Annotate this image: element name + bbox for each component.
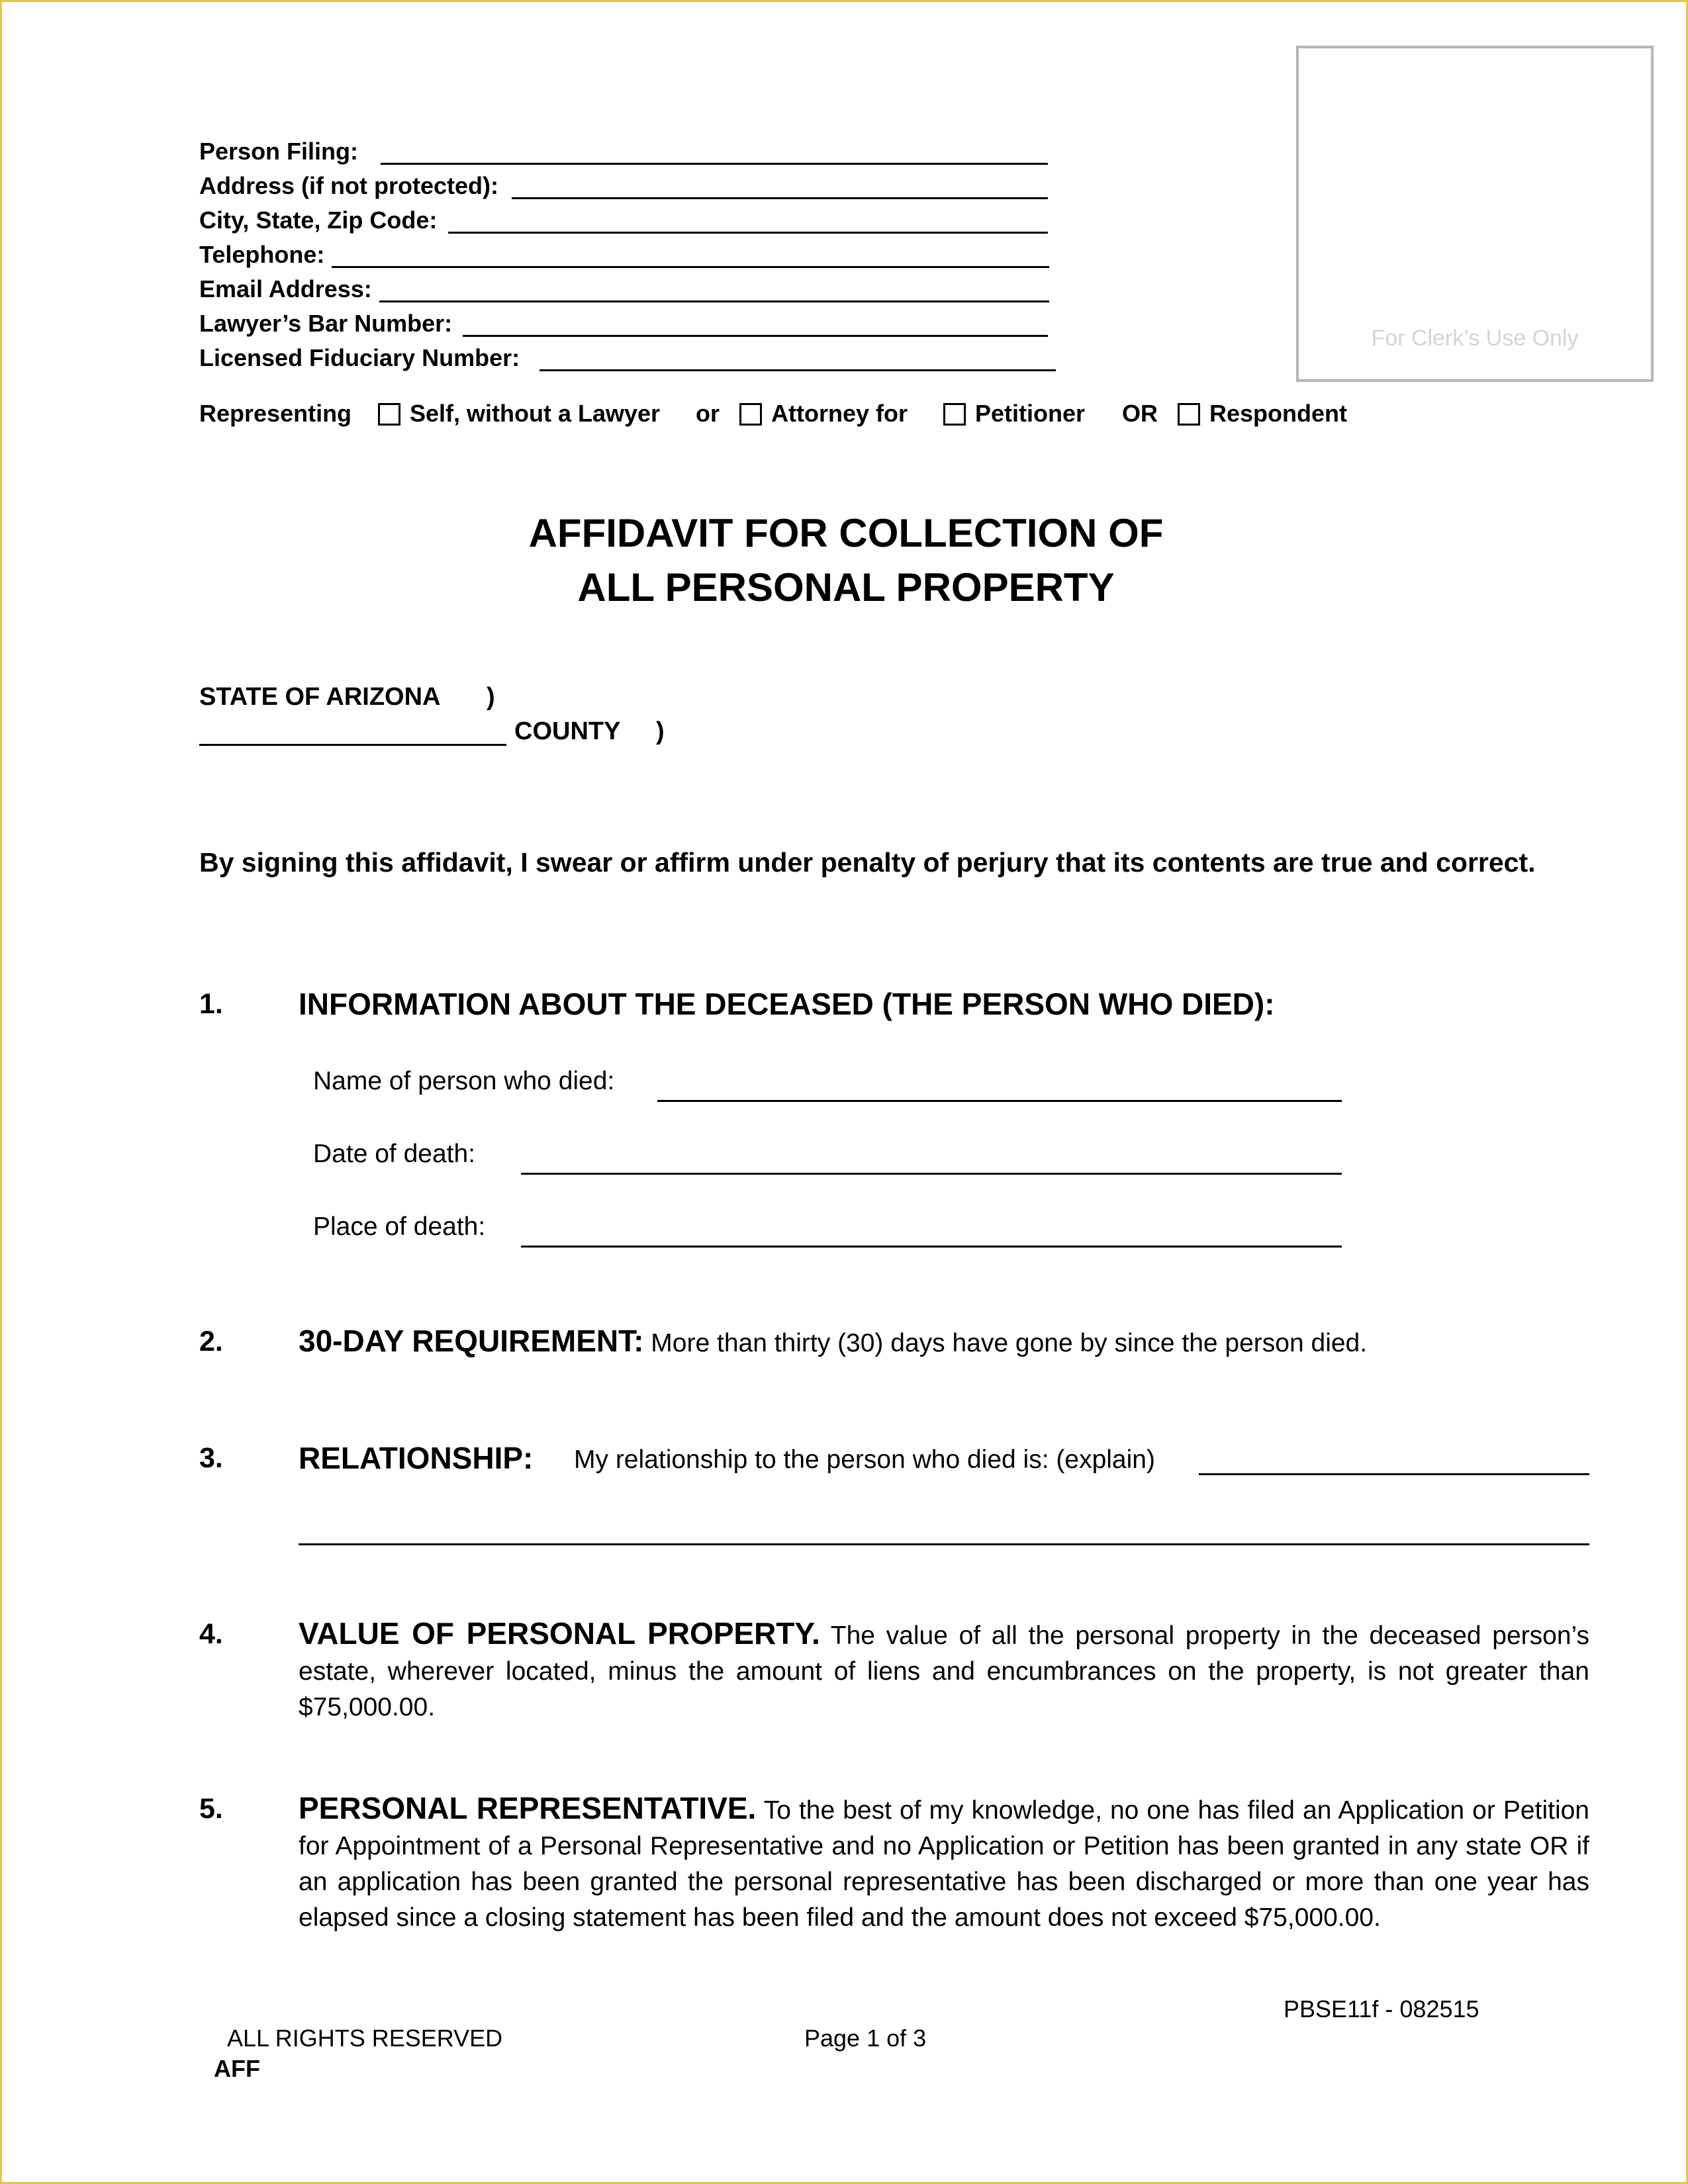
county-label: COUNTY: [514, 717, 621, 745]
section-3-number: 3.: [199, 1442, 223, 1474]
option-petitioner-label: Petitioner: [975, 400, 1086, 427]
fiduciary-number-label: Licensed Fiduciary Number:: [199, 344, 520, 371]
fiduciary-number-line[interactable]: [539, 369, 1056, 371]
rights-reserved: ALL RIGHTS RESERVED: [227, 2025, 503, 2052]
telephone-label: Telephone:: [199, 241, 325, 268]
section-2-text: More than thirty (30) days have gone by since the person died.: [643, 1329, 1368, 1357]
document-title-line2: ALL PERSONAL PROPERTY: [577, 565, 1115, 610]
section-2-body: [299, 1323, 1589, 1361]
form-type-aff: AFF: [214, 2055, 260, 2082]
section-5-text: To the best of my knowledge, no one has filed an Application or Petition for Appointment of a Personal Representative and no Application or Petition has been granted in any state OR if an application has been granted the personal representative has been discharged or more than one year has elapsed since a closing statement has been filed and the amount does not exceed $75,000.00.: [299, 1796, 1589, 1932]
section-4-text: The value of all the personal property in the deceased person’s estate, wherever located, minus the amount of liens and encumbrances on the property, is not greater than $75,000.00.: [299, 1621, 1589, 1721]
state-label: STATE OF ARIZONA: [199, 683, 441, 711]
checkbox-self[interactable]: [378, 403, 400, 426]
section-5-body: [299, 1790, 1589, 1936]
option-attorney-label: Attorney for: [771, 400, 908, 427]
section-4-heading: VALUE OF PERSONAL PROPERTY.: [299, 1616, 820, 1651]
section-2-heading: 30-DAY REQUIREMENT:: [299, 1324, 644, 1358]
city-state-zip-line[interactable]: [448, 232, 1048, 234]
relationship-line-1[interactable]: [1199, 1473, 1589, 1475]
document-title-line1: AFFIDAVIT FOR COLLECTION OF: [528, 511, 1164, 555]
bar-number-label: Lawyer’s Bar Number:: [199, 310, 453, 337]
name-of-deceased-label: Name of person who died:: [313, 1067, 615, 1095]
address-label: Address (if not protected):: [199, 172, 499, 199]
separator-OR: OR: [1122, 400, 1158, 427]
separator-or: or: [696, 400, 720, 427]
county-line[interactable]: [199, 744, 506, 746]
place-of-death-label: Place of death:: [313, 1212, 486, 1241]
address-line[interactable]: [512, 197, 1048, 199]
oath-statement: By signing this affidavit, I swear or affirm under penalty of perjury that its contents are true and correct.: [199, 847, 1536, 878]
section-5-heading: PERSONAL REPRESENTATIVE.: [299, 1791, 757, 1825]
section-1-number: 1.: [199, 988, 223, 1020]
section-1-heading: INFORMATION ABOUT THE DECEASED (THE PERSON WHO DIED):: [299, 987, 1275, 1021]
section-5-number: 5.: [199, 1793, 223, 1825]
clerk-use-label: For Clerk’s Use Only: [1371, 326, 1579, 351]
telephone-line[interactable]: [332, 266, 1049, 268]
page-number: Page 1 of 3: [804, 2025, 927, 2052]
checkbox-attorney[interactable]: [739, 403, 762, 426]
bar-number-line[interactable]: [463, 335, 1048, 337]
name-of-deceased-line[interactable]: [657, 1100, 1342, 1102]
option-respondent-label: Respondent: [1209, 400, 1348, 427]
section-3-text: My relationship to the person who died is: (explain): [574, 1445, 1155, 1474]
section-3-heading: RELATIONSHIP:: [299, 1441, 534, 1475]
email-label: Email Address:: [199, 275, 372, 302]
option-respondent[interactable]: [1178, 399, 1347, 428]
option-petitioner[interactable]: [943, 399, 1085, 428]
option-self-label: Self, without a Lawyer: [410, 400, 661, 427]
representing-label: Representing: [199, 400, 352, 427]
checkbox-petitioner[interactable]: [943, 403, 966, 426]
date-of-death-line[interactable]: [521, 1173, 1342, 1175]
form-code: PBSE11f - 082515: [1284, 1995, 1479, 2023]
relationship-line-2[interactable]: [299, 1543, 1589, 1545]
county-paren: ): [656, 717, 665, 745]
section-4-number: 4.: [199, 1618, 223, 1650]
person-filing-label: Person Filing:: [199, 138, 359, 165]
option-self[interactable]: [378, 399, 660, 428]
clerk-use-box: [1296, 46, 1654, 382]
section-4-body: [299, 1615, 1589, 1725]
email-line[interactable]: [379, 300, 1049, 302]
option-attorney[interactable]: [739, 399, 908, 428]
person-filing-line[interactable]: [381, 163, 1048, 165]
city-state-zip-label: City, State, Zip Code:: [199, 206, 438, 234]
state-paren: ): [487, 683, 495, 711]
date-of-death-label: Date of death:: [313, 1140, 476, 1168]
checkbox-respondent[interactable]: [1178, 403, 1200, 426]
place-of-death-line[interactable]: [521, 1246, 1342, 1248]
section-2-number: 2.: [199, 1326, 223, 1357]
